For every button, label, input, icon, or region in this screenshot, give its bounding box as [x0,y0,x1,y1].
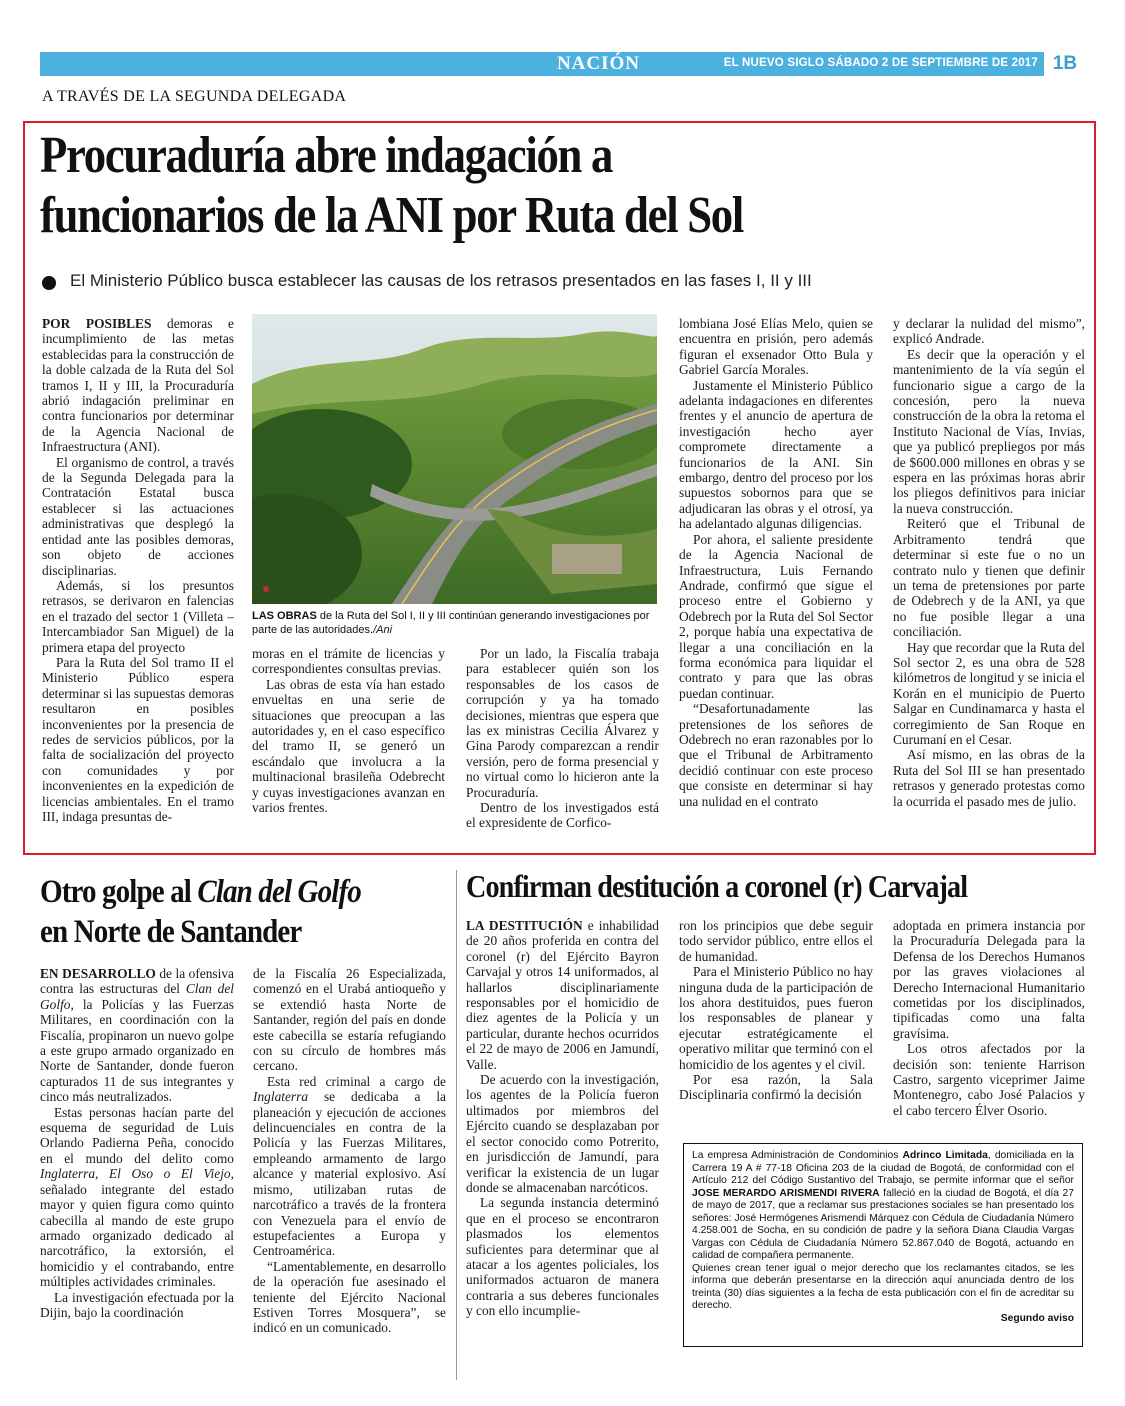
paragraph: lombiana José Elías Melo, quien se encuentra en prisión, pero además figuran el exsenador Otto Bula y Gabriel García Morales. [679,316,873,378]
lead-in: LA DESTITUCIÓN [466,918,583,933]
lead-in: POR POSIBLES [42,316,152,331]
text: falleció en la ciudad de Bogotá, el día 27 de mayo de 2017, que a reclamar sus prestaciones sociales se han presentado los señores: José Hermógenes Arismendi Márquez con Cédula de Ciudadanía Número 4.258.001 de Socha, en su condición de padre y la señora Diana Claudia Vargas Vargas con Cédula de Ciudadanía Número 52.867.040 de Bogotá, actuando en calidad de compañera permanente. [692,1187,1075,1261]
lead-in: EN DESARROLLO [40,966,156,981]
text: Esta red criminal a cargo de [267,1073,446,1089]
main-column-3 [466,646,659,831]
headline-part: Otro golpe al [40,874,198,910]
text: , señalado integrante del estado mayor y quien figura como quinto cabecilla al mando de este grupo armado organizado dedicado al narcotráfico, la extorsión, el homicidio y el contrabando, entre múltiples actividades criminales. [40,1166,234,1290]
paragraph: El organismo de control, a través de la Segunda Delegada para la Contratación Estatal busca establecer si las actuaciones administrativas que desplegó la entidad ante las posibles demoras, son objeto de acciones disciplinarias. [42,454,234,578]
story2-column-2 [253,966,446,1336]
main-column-4 [679,316,873,809]
road-photo [252,314,657,604]
photo-credit: /Ani [373,624,393,636]
main-column-2 [252,646,445,815]
story3-column-1 [466,918,659,1319]
deck: El Ministerio Público busca establecer las causas de los retrasos presentados en las fases I, II y III [70,271,812,290]
main-headline [40,126,934,246]
paragraph: demoras e incumplimiento de las metas establecidas para la construcción de la doble calzada de la Ruta del Sol tramos I, II y III, la Procuraduría abrió indagación preliminar en contra funcionarios por determinar de la Agencia Nacional de Infraestructura (ANI). [42,316,234,455]
paragraph: “Desafortunadamente las pretensiones de los señores de Odebrech no eran razonables por lo que el Tribunal de Arbitramento decidió continuar con este proceso que consiste en determinar si hay una nulidad en el contrato [679,701,873,809]
paragraph: Así mismo, en las obras de la Ruta del Sol III se han presentado retrasos y generado protestas como la ocurrida el pasado mes de julio. [893,747,1085,809]
caption-lead: LAS OBRAS [252,610,317,622]
paragraph: “Lamentablemente, en desarrollo de la operación fue asesinado el teniente del Ejército Nacional Estiven Torres Mosquera”, se indicó en un comunicado. [253,1258,446,1336]
paragraph: Justamente el Ministerio Público adelanta indagaciones en diferentes frentes y el anuncio de apertura de investigación hecho ayer compromete directamente a funcionarios de la ANI. Sin embargo, dentro del proceso por los supuestos sobornos para que se adjudicaran las obras y el otrosí, ya ha adelantado algunas diligencias. [679,377,873,532]
column-divider [456,870,457,1380]
paragraph: Es decir que la operación y el mantenimiento de la vía según el funcionario sigue a cargo de la concesión, pero la nueva construcción de la obra la retoma el Instituto Nacional de Vías, Invias, que ya publicó prepliegos por más de $600.000 millones en obras y se espera en las próximas horas abrir los pliegos definitivos para iniciar la nueva construcción. [893,346,1085,516]
paragraph: Reiteró que el Tribunal de Arbitramento tendrá que determinar si este fue o no un contrato nulo y tienen que definir un tema de pretensiones por parte de Odebrech y de la ANI, ya que no fue posible llegar a una conciliación. [893,516,1085,640]
headline-italic: Clan del Golfo [197,874,361,910]
paragraph: ron los principios que debe seguir todo servidor público, entre ellos el de humanidad. [679,918,873,964]
paragraph: Hay que recordar que la Ruta del Sol sector 2, es una obra de 528 kilómetros de longitud y se inicia el Korán en el municipio de Puerto Salgar en Cundinamarca y hasta el corregimiento de San Roque en Curumaní en el Cesar. [893,639,1085,747]
paragraph: De acuerdo con la investigación, los agentes de la Policía fueron ultimados por miembros del Ejército cuando se desplazaban por el sector conocido como Potrerito, en jurisdicción de Jamundí, para verificar la existencia de un lugar donde se almacenaban narcóticos. [466,1072,659,1195]
headline-line-2: funcionarios de la ANI por Ruta del Sol [40,187,744,244]
text-italic: Inglaterra [253,1089,309,1105]
text: se dedicaba a la planeación y ejecución de acciones delincuenciales en contra de la Policía y las Fuerzas Militares, empleando armamento de largo alcance y material explosivo. Así mismo, utilizaban rutas de narcotráfico a través de la frontera con Venezuela para el envío de estupefacientes a Europa y Centroamérica. [253,1089,446,1259]
headline-part: en Norte de Santander [40,914,302,950]
text-italic: Clan del Golfo [40,981,234,1012]
main-column-5 [893,316,1085,809]
story3-headline: Confirman destitución a coronel (r) Carvajal [466,868,968,904]
text-bold: JOSE MERARDO ARISMENDI RIVERA [692,1187,880,1199]
paragraph: de la Fiscalía 26 Especializada, comenzó en el Urabá antioqueño y se extendió hasta Norte de Santander, región del país en donde este cabecilla se estaría refugiando con su círculo de hombres más cercano. [253,966,446,1074]
paragraph: Para el Ministerio Público no hay ninguna duda de la participación de los ahora destituidos, pues fueron los responsables de planear y ejecutar estratégicamente el operativo militar que terminó con el homicidio de los agentes y el civil. [679,964,873,1072]
bullet-icon [42,276,56,290]
caption-text: de la Ruta del Sol I, II y III continúan generando investigaciones por parte de las autoridades. [252,610,650,636]
kicker: A TRAVÉS DE LA SEGUNDA DELEGADA [42,88,347,105]
page-number: 1B [1044,52,1086,76]
highway-aerial-image [252,314,657,604]
story3-column-3 [893,918,1085,1118]
text: La empresa Administración de Condominios [692,1150,903,1161]
headline-line-1: Procuraduría abre indagación a [40,127,613,184]
paragraph: La segunda instancia determinó que en el proceso se encontraron plasmados los elementos suficientes para determinar que al atacar a los agentes policiales, los uniformados actuaron de manera contraria a sus deberes funcionales y con ello incumplie- [466,1195,659,1319]
paragraph: moras en el trámite de licencias y correspondientes consultas previas. [252,646,445,677]
text: e inhabilidad de 20 años proferida en contra del coronel (r) del Ejército Bayron Carvajal y otros 14 uniformados, al hallarlos disciplinariamente responsables por el homicidio de diez agentes de la Policía y un particular, durante hechos ocurridos el 22 de mayo de 2006 en Jamundí, Valle. [466,918,659,1072]
section-header-band [40,52,1086,76]
main-column-1 [42,316,234,824]
legal-notice [683,1143,1083,1347]
story2-headline [40,872,361,952]
text: Estas personas hacían parte del esquema de seguridad de Luis Orlando Padierna Peña, conocido en el mundo del delito como [40,1104,234,1166]
text: , domiciliada en la Carrera 19 A # 77-18 Oficina 203 de la ciudad de Bogotá, de conformidad con el Artículo 212 del Código Sustantivo del Trabajo, se permite informar que el señor [692,1150,1074,1186]
paragraph: Para la Ruta del Sol tramo II el Ministerio Público espera determinar si las supuestas demoras resultaron en posibles inconvenientes por la presencia de redes de servicios públicos, por la falta de socialización del proyecto con comunidades y por inconvenientes en la expedición de licencias ambientales. En el tramo III, indaga presuntas de- [42,654,234,824]
paragraph: adoptada en primera instancia por la Procuraduría Delegada para la Defensa de los Derechos Humanos por las graves violaciones al Derecho Internacional Humanitario cometidas por los disciplinados, tipificadas como una falta gravísima. [893,918,1085,1041]
edition-date: EL NUEVO SIGLO SÁBADO 2 DE SEPTIEMBRE DE 2017 [723,57,1038,69]
paragraph: Además, si los presuntos retrasos, se derivaron en falencias en el trazado del sector 1 (Villeta – Intercambiador San Miguel) de la primera etapa del proyecto [42,577,234,655]
paragraph: Dentro de los investigados está el expresidente de Corfico- [466,800,659,831]
paragraph: Quienes crean tener igual o mejor derecho que los reclamantes citados, se les informa que deberán presentarse en la dirección aquí anunciada dentro de los treinta (30) días siguientes a la fecha de esta publicación con el fin de acreditar su derecho. [692,1262,1074,1311]
photo-caption [252,609,657,637]
paragraph: Por esa razón, la Sala Disciplinaria confirmó la decisión [679,1072,873,1103]
paragraph: Por un lado, la Fiscalía trabaja para establecer quién son los responsables de los casos de corrupción y ya ha tomado decisiones, mientras que espera que las ex ministras Cecilia Álvarez y Gina Parody comparezcan a rendir versión, pero de forma presencial y no virtual como lo hicieron ante la Procuraduría. [466,646,659,800]
paragraph: La investigación efectuada por la Dijin, bajo la coordinación [40,1289,234,1320]
text-italic: Inglaterra, El Oso o El Viejo [40,1166,231,1182]
text-bold: Adrinco Limitada [902,1150,988,1161]
section-name: NACIÓN [556,53,640,74]
notice-signature: Segundo aviso [1000,1312,1074,1324]
text: de la ofensiva contra las estructuras del [40,966,234,997]
paragraph: Las obras de esta vía han estado envueltas en una serie de situaciones que preocupan a las autoridades y, en el caso específico del tramo II, se generó un escándalo que involucra a la multinacional brasileña Odebrecht y cuyas investigaciones avanzan en varios frentes. [252,676,445,816]
paragraph: Los otros afectados por la decisión son: teniente Harrison Castro, sargento viceprimer Jaime Montenegro, cabo José Palacios y el cabo tercero Élver Osorio. [893,1041,1085,1118]
story3-column-2 [679,918,873,1103]
text: , la Policías y las Fuerzas Militares, en coordinación con la Fiscalía, propinaron un nuevo golpe a este grupo armado organizado en Norte de Santander, donde fueron capturados 11 de sus integrantes y cinco más neutralizados. [40,996,234,1105]
paragraph: y declarar la nulidad del mismo”, explicó Andrade. [893,316,1085,347]
paragraph: Por ahora, el saliente presidente de la Agencia Nacional de Infraestructura, Luis Fernando Andrade, confirmó que sigue el proceso entre el Gobierno y Odebrech por la Ruta del Sol Sector 2, porque había una expectativa de llegar a una conciliación en la forma económica para liquidar el contrato y para que las obras puedan continuar. [679,531,873,701]
story2-column-1 [40,966,234,1320]
